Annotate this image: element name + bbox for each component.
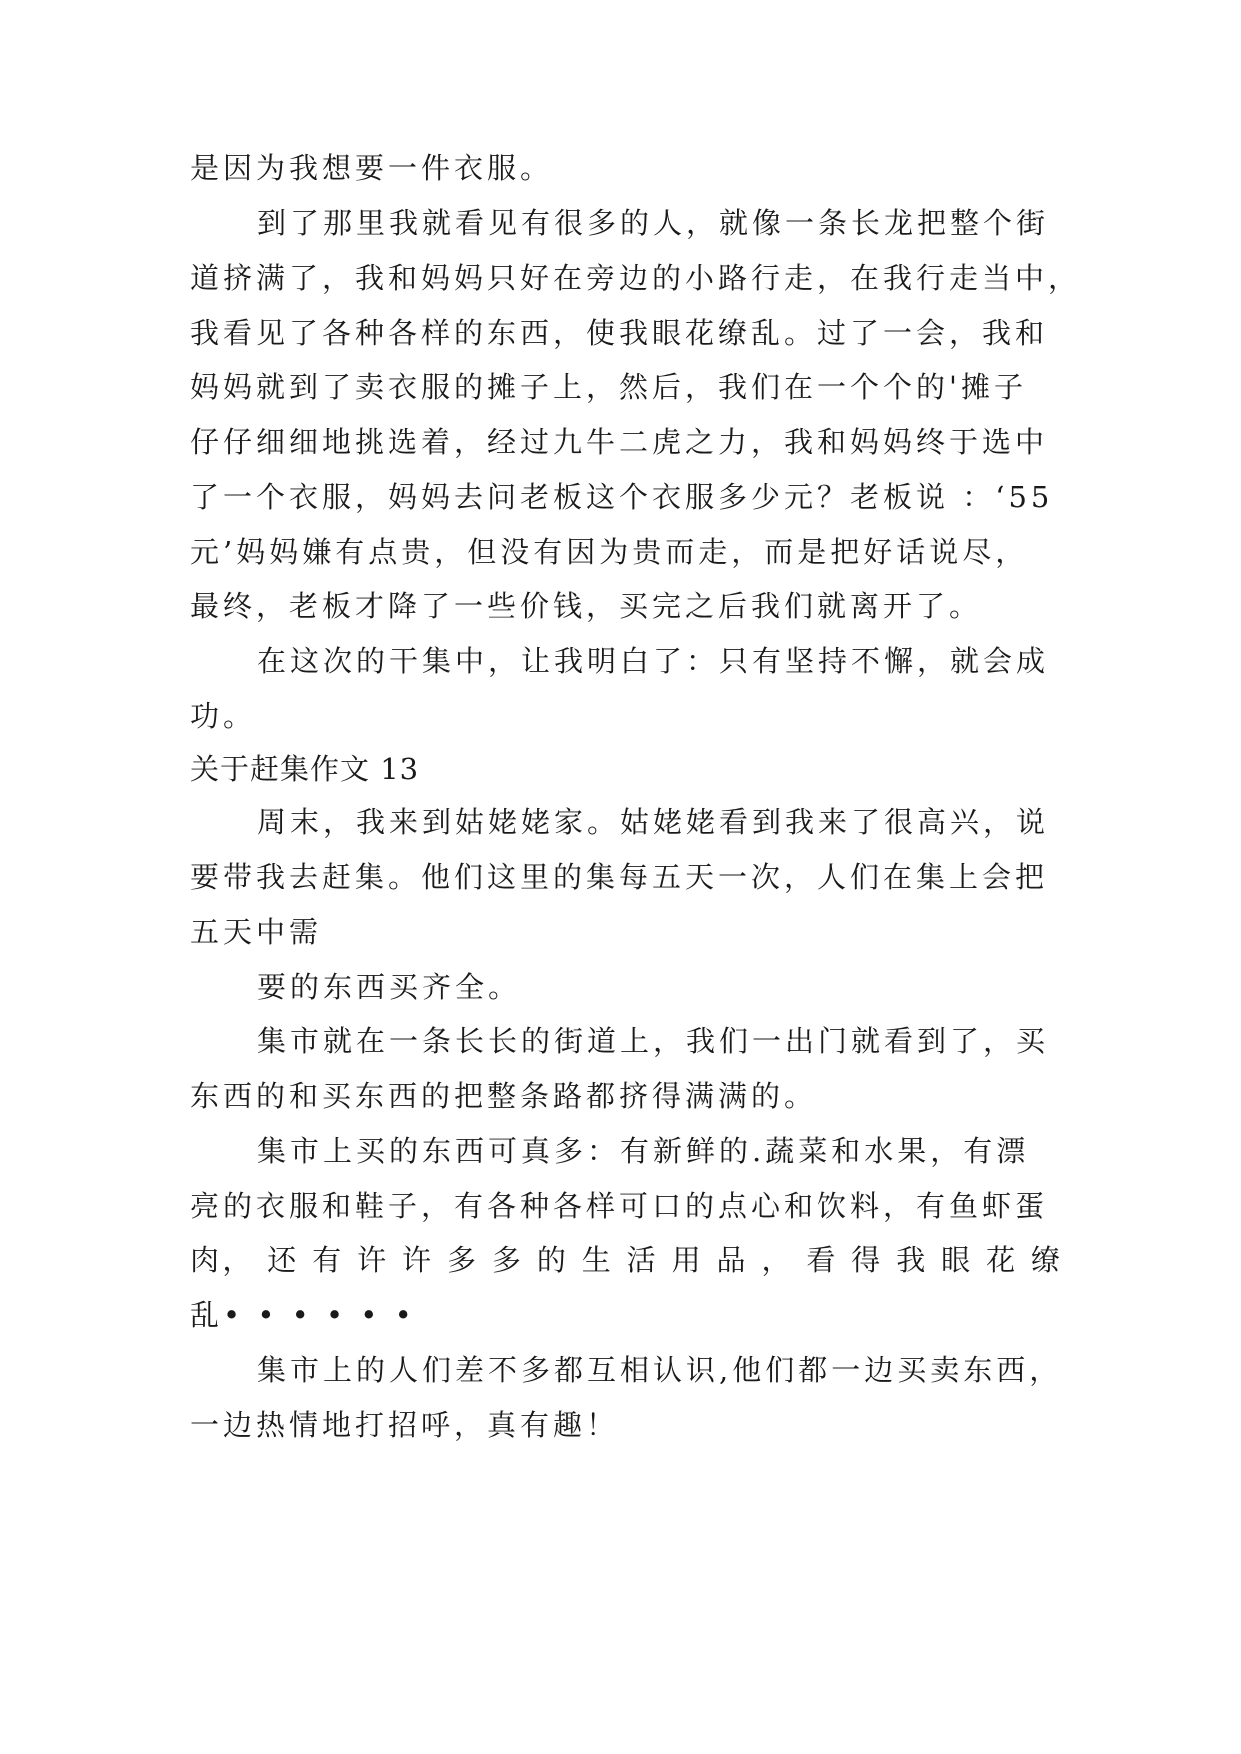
text-line: 东西的和买东西的把整条路都挤得满满的。: [190, 1079, 818, 1113]
text-line: 了一个衣服，妈妈去问老板这个衣服多少元？老板说 ：‘55: [190, 480, 1054, 514]
text-line: 道挤满了，我和妈妈只好在旁边的小路行走，在我行走当中，: [190, 261, 1082, 295]
text-line: 功。: [190, 699, 257, 733]
section-heading: 关于赶集作文 13: [190, 752, 420, 786]
text-line: 元’妈妈嫌有点贵，但没有因为贵而走，而是把好话说尽，: [190, 535, 1029, 569]
text-line: 妈妈就到了卖衣服的摊子上，然后，我们在一个个的'摊子: [190, 370, 1027, 404]
paragraph-first-line: 在这次的干集中，让我明白了：只有坚持不懈，就会成: [257, 644, 1050, 678]
text-line: 是因为我想要一件衣服。: [190, 151, 554, 185]
text-line: 要带我去赶集。他们这里的集每五天一次，人们在集上会把: [190, 860, 1049, 894]
paragraph-first-line: 周末，我来到姑姥姥家。姑姥姥看到我来了很高兴，说: [257, 805, 1050, 839]
text-line: 五天中需: [190, 915, 323, 949]
paragraph-first-line: 集市就在一条长长的街道上，我们一出门就看到了，买: [257, 1024, 1050, 1058]
text-line: 一边热情地打招呼，真有趣！: [190, 1408, 620, 1442]
paragraph-first-line: 到了那里我就看见有很多的人，就像一条长龙把整个街: [257, 206, 1050, 240]
text-line: 亮的衣服和鞋子，有各种各样可口的点心和饮料，有鱼虾蛋: [190, 1189, 1049, 1223]
text-line-justified: 肉， 还 有 许 许 多 多 的 生 活 用 品 ， 看 得 我 眼 花 缭: [190, 1243, 1060, 1277]
paragraph-first-line: 集市上的人们差不多都互相认识,他们都一边买卖东西，: [257, 1353, 1063, 1387]
text-line: 乱• • • • • •: [190, 1298, 416, 1332]
text-line: 我看见了各种各样的东西，使我眼花缭乱。过了一会，我和: [190, 316, 1049, 350]
paragraph-first-line: 要的东西买齐全。: [257, 970, 522, 1004]
text-line: 仔仔细细地挑选着，经过九牛二虎之力，我和妈妈终于选中: [190, 425, 1049, 459]
text-line: 最终，老板才降了一些价钱，买完之后我们就离开了。: [190, 589, 983, 623]
paragraph-first-line: 集市上买的东西可真多：有新鲜的.蔬菜和水果，有漂: [257, 1134, 1030, 1168]
